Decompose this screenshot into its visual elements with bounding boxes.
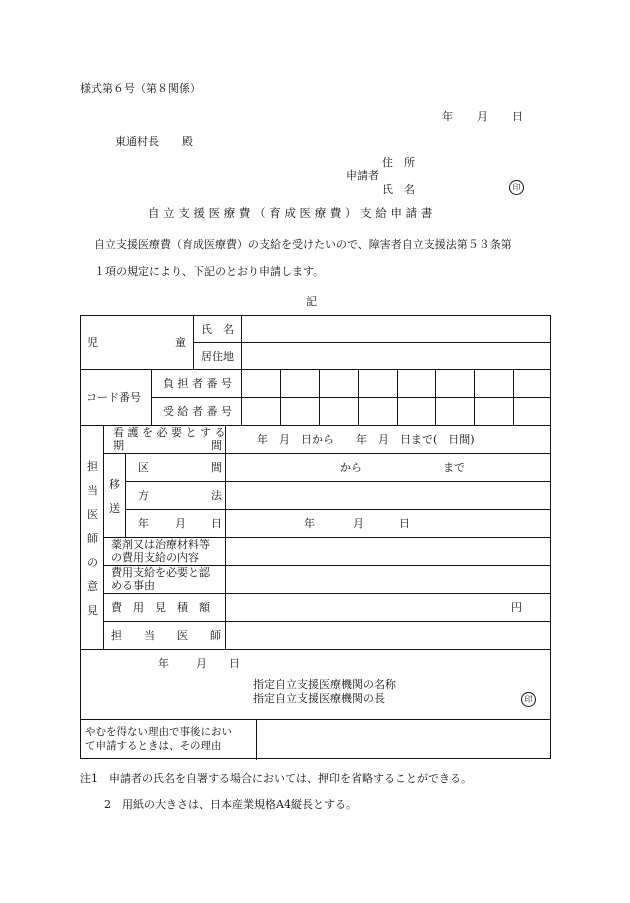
section-from: から: [340, 461, 362, 474]
payer-number-field[interactable]: [242, 370, 550, 396]
nursing-period-value: 年 月 日から 年 月 日まで( 日間): [257, 433, 475, 446]
section-to: まで: [443, 461, 465, 474]
institution-seal: 印: [521, 692, 536, 707]
addressee-name: 東通村長: [115, 135, 159, 148]
transfer-date-year: 年: [304, 517, 315, 530]
date-year: 年: [442, 110, 453, 123]
section-label-left: 区: [138, 461, 149, 474]
transfer-date-month: 月: [353, 517, 364, 530]
nursing-period-label-line1: 看 護 を 必 要 と す る: [113, 426, 226, 439]
code-number-label: コード番号: [86, 391, 141, 404]
child-label-right: 童: [175, 336, 186, 349]
note-1: 注1 申請者の氏名を自署する場合においては、押印を省略することができる。: [80, 772, 472, 785]
drug-material-label-line1: 薬剤又は治療材料等: [111, 538, 210, 551]
date-month: 月: [477, 110, 488, 123]
late-reason-field[interactable]: [257, 720, 550, 758]
body-text-line1: 自立支援医療費（育成医療費）の支給を受けたいので、障害者自立支援法第５３条第: [94, 238, 512, 251]
application-form-table: [80, 315, 551, 759]
payer-number-label: 負 担 者 番 号: [163, 377, 232, 390]
institution-date-year: 年: [158, 657, 169, 670]
child-name-label: 氏 名: [201, 323, 234, 336]
body-text-line2: １項の規定により、下記のとおり申請します。: [94, 265, 325, 278]
child-label-left: 児: [87, 336, 98, 349]
reason-label-line1: 費用支給を必要と認: [111, 566, 210, 579]
institution-date-month: 月: [196, 657, 207, 670]
note-2: 2 用紙の大きさは、日本産業規格A4縦長とする。: [104, 798, 357, 811]
applicant-address-label: 住 所: [382, 156, 415, 169]
section-label-right: 間: [211, 461, 222, 474]
transfer-date-day: 日: [399, 517, 410, 530]
nursing-period-label-a: 期: [113, 439, 124, 452]
method-label-left: 方: [138, 489, 149, 502]
addressee-honorific: 殿: [182, 135, 193, 148]
form-number: 様式第６号（第８関係）: [80, 82, 201, 95]
child-residence-label: 居住地: [201, 350, 234, 363]
transfer-date-label-year: 年: [138, 517, 149, 530]
recipient-number-field[interactable]: [242, 398, 550, 424]
applicant-name-label: 氏 名: [382, 183, 415, 196]
doctor-opinion-char: 医: [87, 508, 98, 521]
document-title: 自 立 支 援 医 療 費 （ 育 成 医 療 費 ） 支 給 申 請 書: [148, 206, 433, 220]
doctor-opinion-char: の: [87, 556, 98, 569]
late-reason-label-line2: て申請するときは、その理由: [85, 740, 222, 752]
attending-doctor-label: 担 当 医 師: [111, 629, 221, 642]
child-residence-field[interactable]: [242, 343, 550, 368]
doctor-opinion-char: 当: [87, 484, 98, 497]
doctor-opinion-char: 担: [87, 460, 98, 473]
institution-name-label: 指定自立支援医療機関の名称: [253, 678, 396, 691]
method-field[interactable]: [226, 482, 550, 508]
method-label-right: 法: [211, 489, 222, 502]
nursing-period-label-b: 間: [211, 439, 222, 452]
date-day: 日: [512, 110, 523, 123]
estimate-label: 費 用 見 積 額: [111, 601, 210, 614]
drug-material-field[interactable]: [226, 538, 550, 564]
estimate-unit: 円: [511, 601, 522, 614]
drug-material-label-line2: の費用支給の内容: [111, 551, 199, 564]
institution-date-day: 日: [229, 657, 240, 670]
child-name-field[interactable]: [242, 317, 550, 341]
attending-doctor-field[interactable]: [226, 622, 550, 648]
institution-head-label: 指定自立支援医療機関の長: [253, 692, 385, 705]
doctor-opinion-char: 師: [87, 532, 98, 545]
applicant-label: 申請者: [346, 169, 379, 182]
ki-heading: 記: [306, 295, 317, 308]
doctor-opinion-char: 見: [87, 604, 98, 617]
recipient-number-label: 受 給 者 番 号: [163, 405, 232, 418]
transfer-date-label-month: 月: [175, 517, 186, 530]
reason-label-line2: める事由: [111, 579, 155, 592]
doctor-opinion-char: 意: [87, 580, 98, 593]
reason-field[interactable]: [226, 566, 550, 592]
transfer-char: 移: [109, 478, 120, 491]
transfer-char: 送: [109, 502, 120, 515]
applicant-seal: 印: [509, 180, 524, 195]
late-reason-label-line1: やむを得ない理由で事後におい: [85, 726, 232, 738]
transfer-date-label-day: 日: [211, 517, 222, 530]
